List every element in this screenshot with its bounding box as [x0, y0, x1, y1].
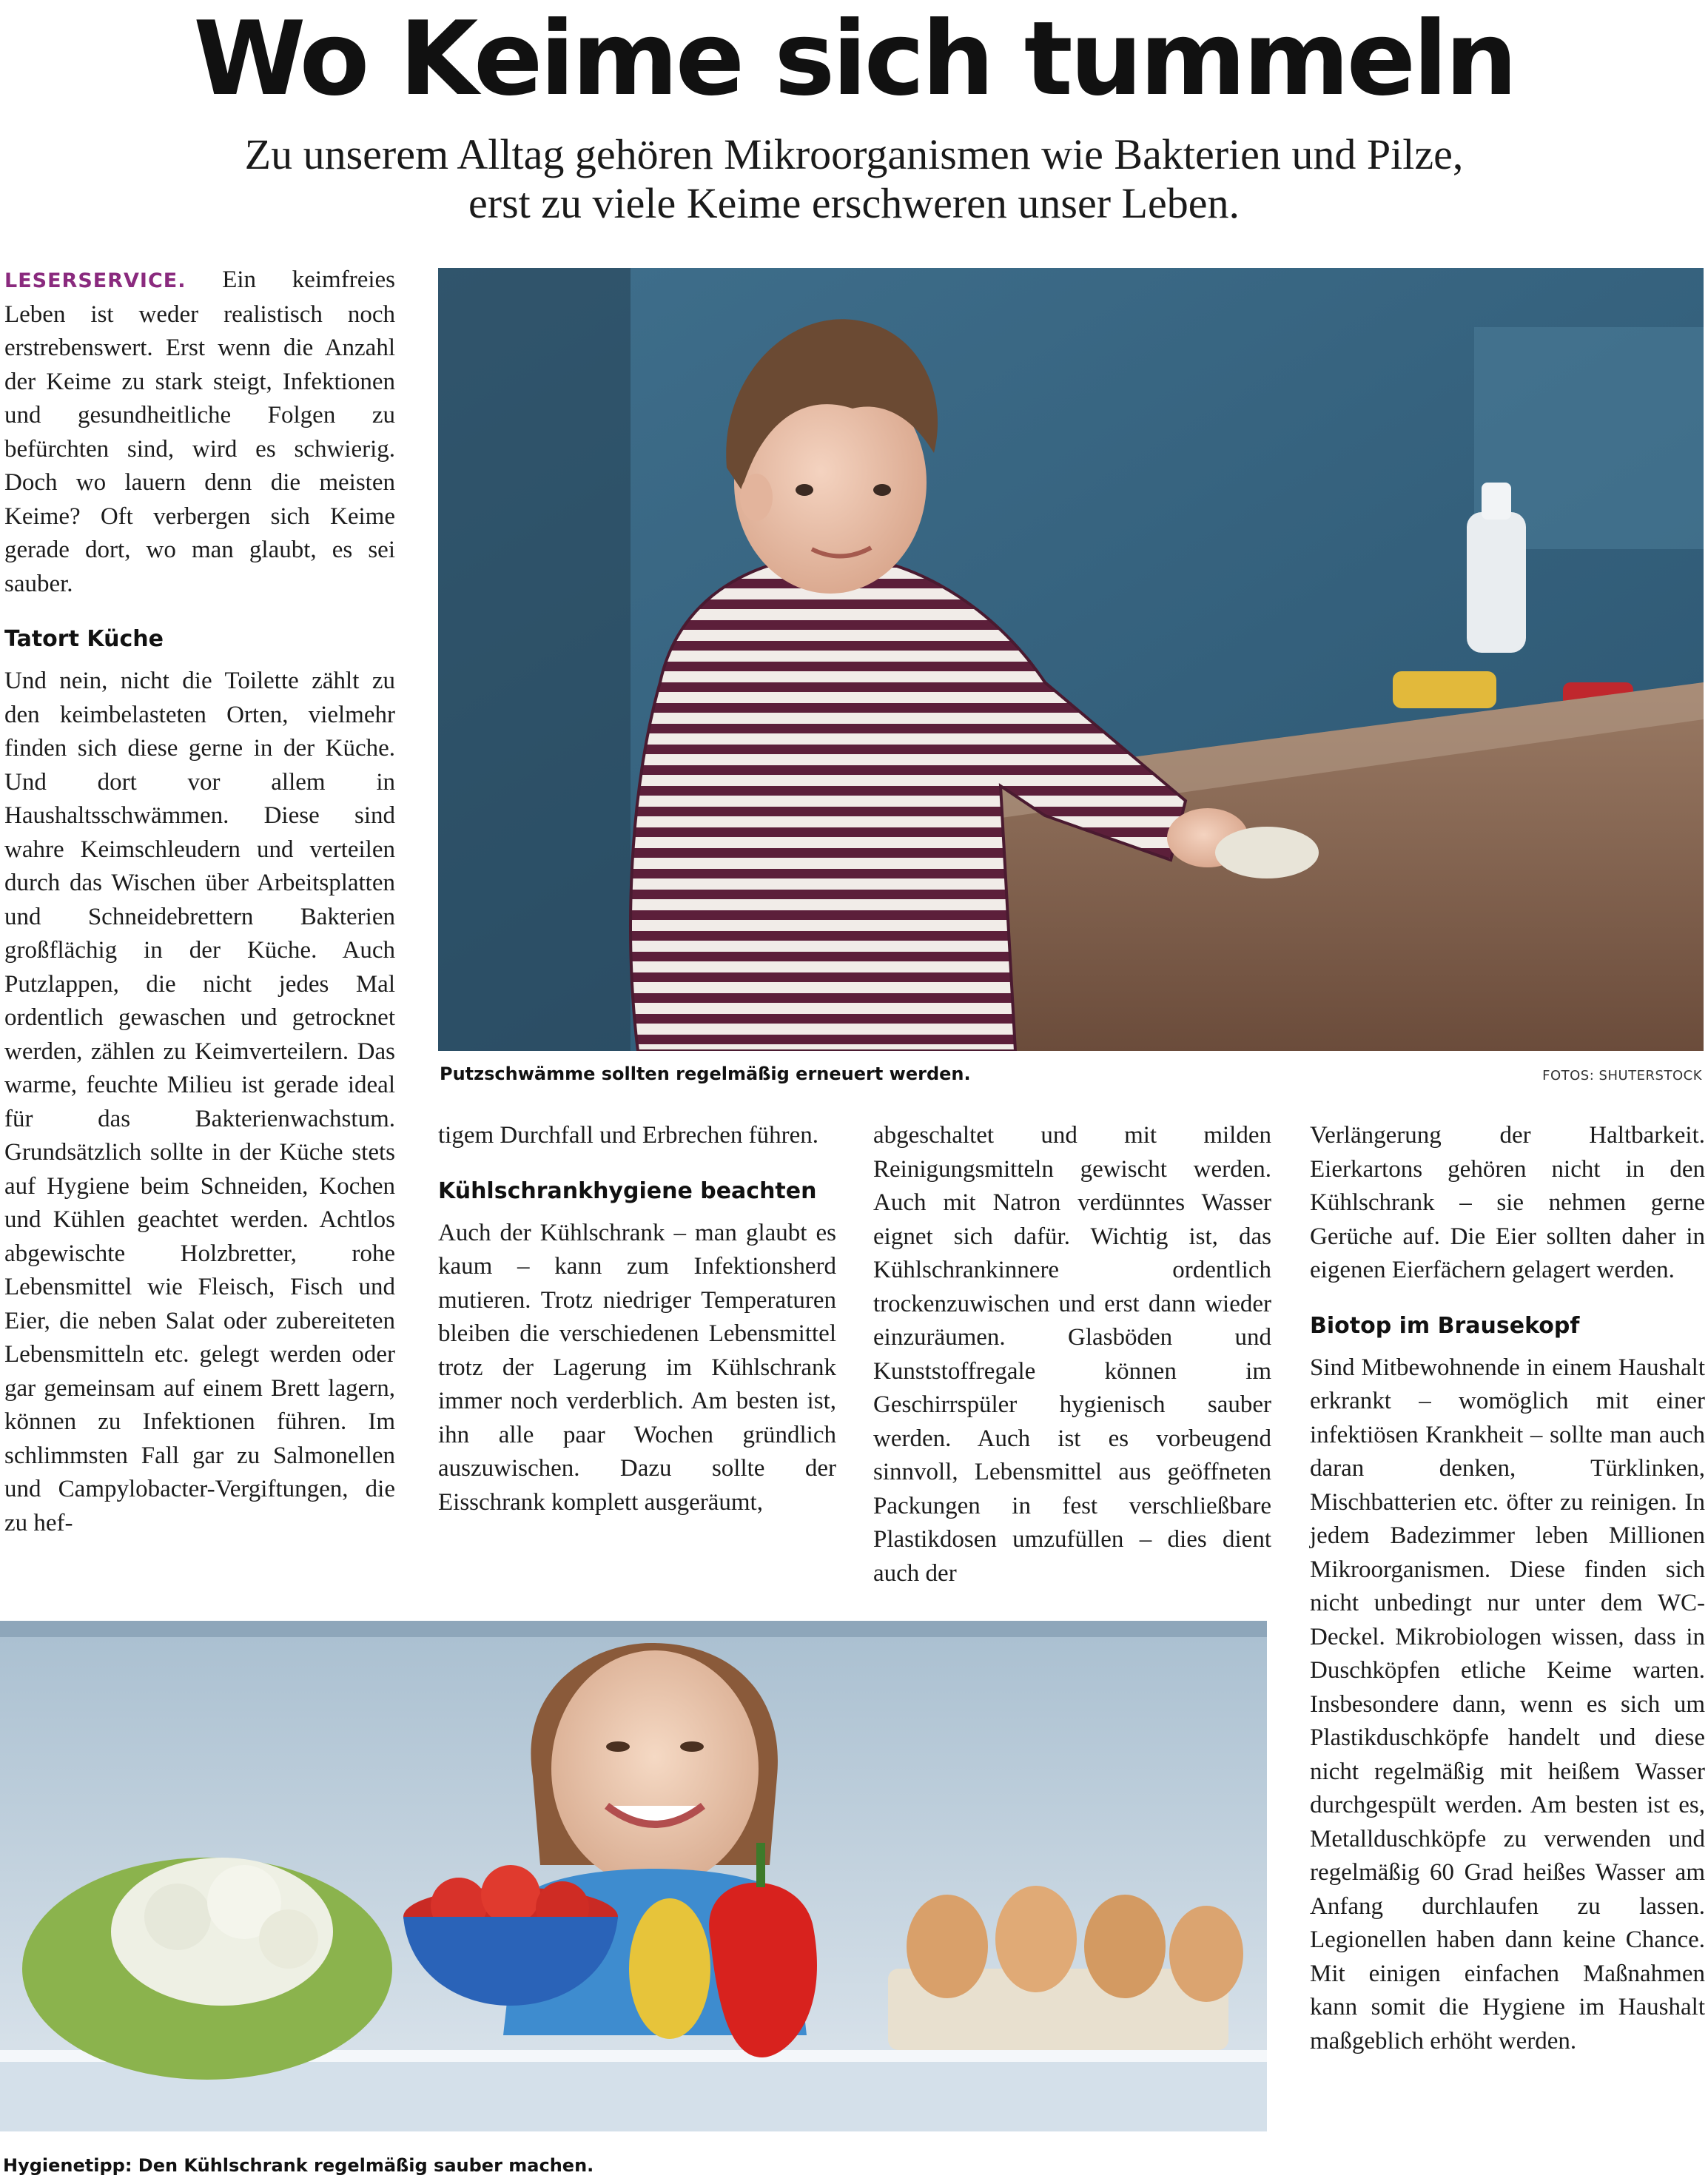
photo-boy-cleaning-kitchen [438, 268, 1704, 1051]
article-column-1 [4, 263, 395, 1540]
col2-lead: tigem Durchfall und Erbrechen führen. [438, 1122, 819, 1149]
body-kuehlschrankhygiene: Auch der Kühlschrank – man glaubt es kaum – kann zum Infektionsherd mutieren. Trotz niedriger Temperaturen bleiben die verschiedenen Lebensmittel trotz der Lagerung im Kühlschrank immer noch verderblich. Am besten ist, ihn alle paar Wochen gründlich auszuwischen. Dazu sollte der Eisschrank komplett ausgeräumt, [438, 1219, 836, 1516]
intro-text: Ein keimfreies Leben ist weder realistisch noch erstrebenswert. Erst wenn die Anzahl der Keime zu stark steigt, Infektionen und gesundheitliche Folgen zu befürchten sind, wird es schwierig. Doch wo lauern denn die meisten Keime? Oft verbergen sich Keime gerade dort, wo man glaubt, es sei sauber. [4, 266, 395, 597]
article-column-4 [1310, 1119, 1705, 2058]
kicker-leserservice: LESERSERVICE. [4, 269, 186, 292]
col4-lead: Verlängerung der Haltbarkeit. Eierkartons gehören nicht in den Kühlschrank – sie nehmen gerne Gerüche auf. Die Eier sollten daher in eigenen Eierfächern gelagert werden. [1310, 1122, 1705, 1283]
col3-body: abgeschaltet und mit milden Reinigungsmitteln gewischt werden. Auch mit Natron verdünntes Wasser eignet sich dafür. Wichtig ist, das Kühlschrankinnere ordentlich trockenzuwischen und erst dann wieder einzuräumen. Glasböden und Kunststoffregale können im Geschirrspüler hygienisch sauber werden. Auch ist es vorbeugend sinnvoll, Lebensmittel aus geöffneten Packungen in fest verschließbare Plastikdosen umzufüllen – dies dient auch der [873, 1122, 1271, 1587]
subline-line-1: Zu unserem Alltag gehören Mikroorganismen wie Bakterien und Pilze, [244, 130, 1464, 178]
subhead-biotop-brausekopf: Biotop im Brausekopf [1310, 1312, 1580, 1339]
subhead-tatort-kueche: Tatort Küche [4, 626, 164, 652]
photo-woman-fridge [0, 1621, 1267, 2131]
photo-credit: FOTOS: SHUTERSTOCK [1542, 1068, 1702, 1083]
subline-line-2: erst zu viele Keime erschweren unser Leben. [468, 179, 1240, 227]
body-tatort-kueche: Und nein, nicht die Toilette zählt zu den keimbelasteten Orten, vielmehr finden sich diese gerne in der Küche. Und dort vor allem in Haushaltsschwämmen. Diese sind wahre Keimschleudern und verteilen durch das Wischen über Arbeitsplatten und Schneidebrettern Bakterien großflächig in der Küche. Auch Putzlappen, die nicht jedes Mal ordentlich gewaschen und getrocknet werden, zählen zu Keimverteilern. Das warme, feuchte Milieu ist gerade ideal für das Bakterienwachstum. Grundsätzlich sollte in der Küche stets auf Hygiene beim Schneiden, Kochen und Kühlen geachtet werden. Achtlos abgewischte Holzbretter, rohe Lebensmittel wie Fleisch, Fisch und Eier, die neben Salat oder zubereiteten Lebensmitteln etc. gelegt werden oder gar gemeinsam auf einem Brett lagern, können zu Infektionen führen. Im schlimmsten Fall gar zu Salmonellen und Campylobacter-Vergiftungen, die zu hef- [4, 668, 395, 1536]
photo-bottom-caption: Hygienetipp: Den Kühlschrank regelmäßig sauber machen. [3, 2155, 594, 2176]
subline [0, 130, 1708, 228]
article-column-3 [873, 1119, 1271, 1590]
photo-top-caption: Putzschwämme sollten regelmäßig erneuert werden. [440, 1064, 971, 1084]
headline: Wo Keime sich tummeln [193, 0, 1515, 118]
article-column-2 [438, 1119, 836, 1519]
body-biotop-brausekopf: Sind Mitbewohnende in einem Haushalt erkrankt – womöglich mit einer infektiösen Krankheit – sollte man auch daran denken, Türklinken, Mischbatterien etc. öfter zu reinigen. In jedem Badezimmer leben Millionen Mikroorganismen. Diese finden sich nicht unbedingt nur unter dem WC-Deckel. Mikrobiologen wissen, dass in Duschköpfen etliche Keime warten. Insbesondere dann, wenn es sich um Plastikduschköpfe handelt und diese nicht regelmäßig mit heißem Wasser durchgespült werden. Am besten ist es, Metallduschköpfe zu verwenden und regelmäßig 60 Grad heißes Wasser am Anfang durchlaufen zu lassen. Legionellen haben dann keine Chance. Mit einigen einfachen Maßnahmen kann somit die Hygiene im Haushalt maßgeblich erhöht werden. [1310, 1354, 1705, 2054]
subhead-kuehlschrankhygiene: Kühlschrankhygiene beachten [438, 1177, 817, 1204]
intro-paragraph [4, 263, 395, 601]
